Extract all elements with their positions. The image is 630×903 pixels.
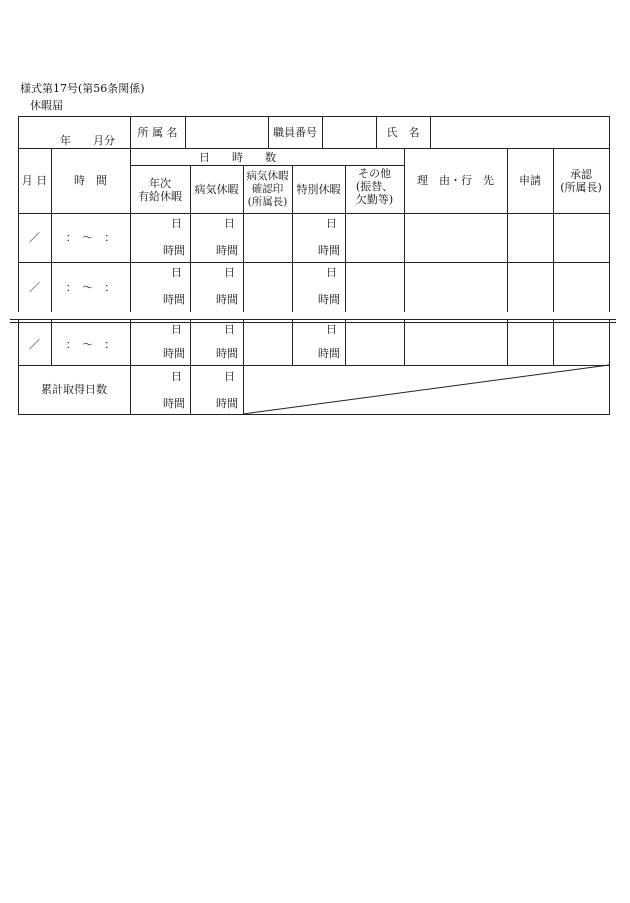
day-unit: 日 bbox=[326, 322, 337, 336]
hour-unit: 時間 bbox=[163, 243, 185, 257]
hour-unit: 時間 bbox=[216, 292, 238, 306]
day-unit: 日 bbox=[171, 216, 182, 230]
staff-number-field[interactable] bbox=[322, 118, 376, 146]
day-unit: 日 bbox=[224, 322, 235, 336]
hour-unit: 時間 bbox=[216, 396, 238, 410]
col-special-leave: 特別休暇 bbox=[296, 183, 341, 196]
col-days-hours: 日 時 数 bbox=[199, 150, 276, 164]
day-unit: 日 bbox=[171, 369, 182, 383]
hour-unit: 時間 bbox=[216, 243, 238, 257]
col-time: 時 間 bbox=[74, 174, 107, 187]
hour-unit: 時間 bbox=[163, 292, 185, 306]
col-annual-leave: 年次 有給休暇 bbox=[138, 176, 182, 203]
row-date-slash[interactable]: ／ bbox=[29, 231, 40, 244]
affiliation-field[interactable] bbox=[185, 118, 268, 146]
day-unit: 日 bbox=[326, 216, 337, 230]
hour-unit: 時間 bbox=[216, 346, 238, 360]
cumulative-days-label: 累計取得日数 bbox=[41, 383, 107, 396]
col-other: その他 (振替、 欠勤等) bbox=[355, 167, 394, 206]
name-label: 氏 名 bbox=[386, 125, 420, 139]
row-time-range[interactable]: ： ～ ： bbox=[65, 280, 116, 294]
day-unit: 日 bbox=[326, 265, 337, 279]
staff-number-label: 職員番号 bbox=[273, 125, 317, 139]
hour-unit: 時間 bbox=[318, 292, 340, 306]
col-reason: 理 由・行 先 bbox=[417, 174, 494, 187]
col-application: 申請 bbox=[519, 174, 541, 187]
form-number: 様式第17号(第56条関係) bbox=[20, 82, 145, 95]
hour-unit: 時間 bbox=[318, 243, 340, 257]
day-unit: 日 bbox=[224, 216, 235, 230]
hour-unit: 時間 bbox=[318, 346, 340, 360]
hour-unit: 時間 bbox=[163, 346, 185, 360]
row-time-range[interactable]: ： ～ ： bbox=[65, 338, 116, 351]
name-field[interactable] bbox=[430, 118, 609, 146]
day-unit: 日 bbox=[171, 322, 182, 336]
day-unit: 日 bbox=[224, 369, 235, 383]
hour-unit: 時間 bbox=[163, 396, 185, 410]
row-time-range[interactable]: ： ～ ： bbox=[65, 231, 116, 244]
col-month-day: 月 日 bbox=[21, 174, 48, 187]
year-month-label: 年 月分 bbox=[60, 133, 115, 147]
col-sick-confirm: 病気休暇 確認印 (所属長) bbox=[246, 170, 289, 208]
form-title: 休暇届 bbox=[30, 99, 63, 112]
col-approval: 承認 (所属長) bbox=[560, 167, 602, 194]
affiliation-label: 所 属 名 bbox=[137, 125, 178, 139]
day-unit: 日 bbox=[171, 265, 182, 279]
row-date-slash[interactable]: ／ bbox=[29, 338, 40, 351]
day-unit: 日 bbox=[224, 265, 235, 279]
col-sick-leave: 病気休暇 bbox=[194, 183, 239, 196]
row-date-slash[interactable]: ／ bbox=[29, 280, 40, 294]
